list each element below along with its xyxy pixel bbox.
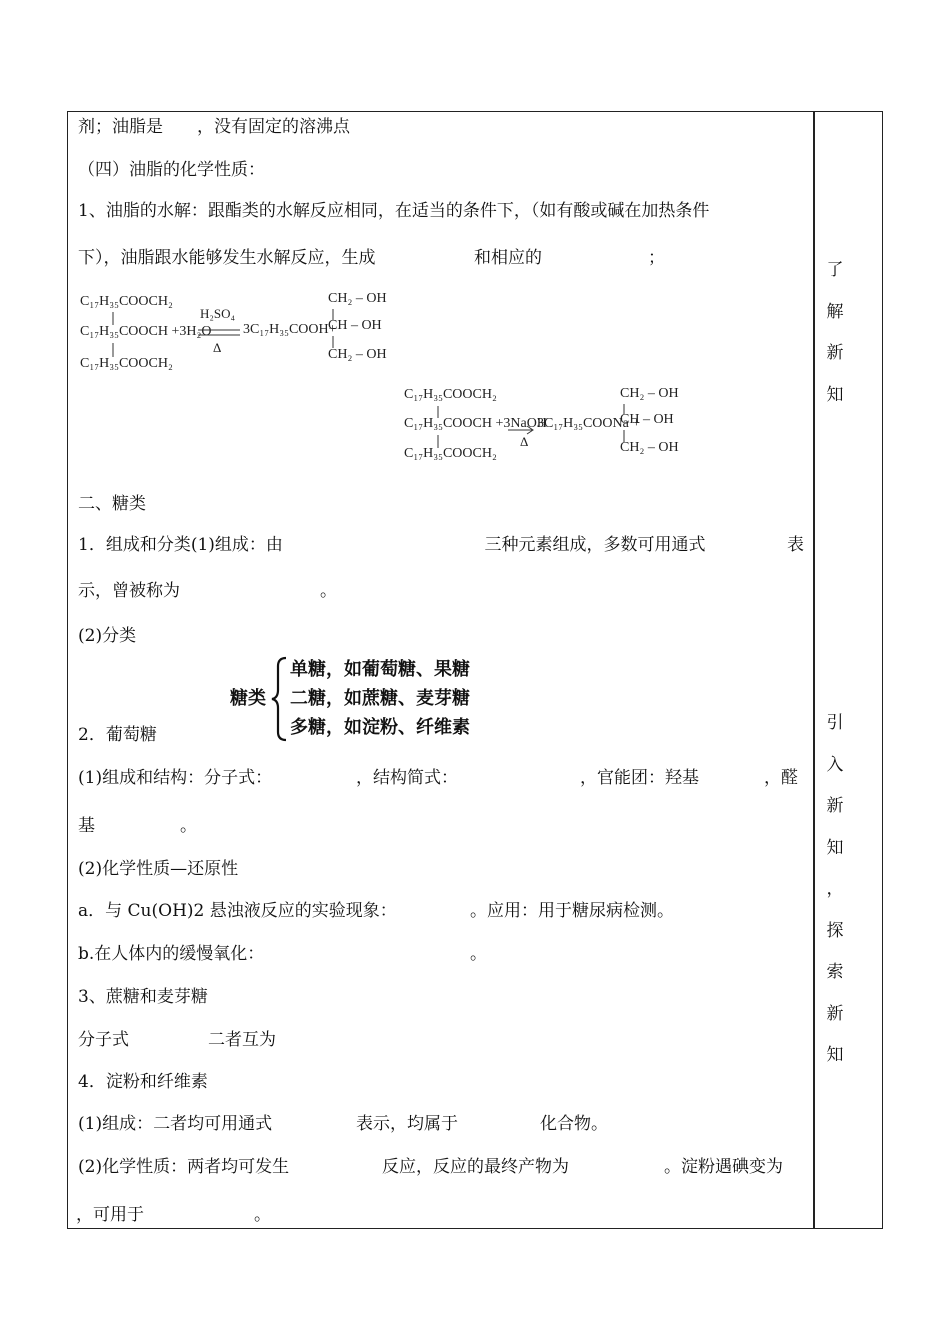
text-line: 二者互为 (208, 1030, 276, 1050)
formula-text: 3C₁₇H₃₅COOH+ (243, 322, 337, 337)
section-heading: 2．葡萄糖 (78, 725, 157, 745)
text-segment: 三种元素组成，多数可用通式 (484, 535, 706, 555)
text-line: b.在人体内的缓慢氧化： (78, 944, 265, 964)
formula-lines (0, 0, 950, 480)
formula-text: CH₂ – OH (328, 291, 387, 306)
formula-text: CH – OH (620, 412, 674, 427)
formula-condition: H₂SO₄ (200, 306, 236, 321)
side-char: 新 (826, 796, 844, 816)
section-heading: 二、糖类 (78, 494, 146, 514)
text-line: ，可用于 (76, 1205, 144, 1225)
text-line: (2)化学性质：两者均可发生 (78, 1157, 290, 1177)
text-line: (1)组成：二者均可用通式 (78, 1114, 273, 1134)
side-char: 引 (826, 713, 844, 733)
list-item: 单糖，如葡萄糖、果糖 (290, 659, 470, 680)
side-note-understand (826, 250, 844, 416)
text-line: 。 (180, 816, 197, 836)
formula-text: C₁₇H₃₅COOCH₂ (80, 356, 173, 371)
text-segment: 1．组成和分类(1)组成：由 (78, 535, 283, 555)
formula-text: C₁₇H₃₅COOCH₂ (404, 446, 497, 461)
list-item: 二糖，如蔗糖、麦芽糖 (290, 688, 470, 709)
formula-text: CH₂ – OH (620, 440, 679, 455)
side-char: ， (826, 879, 844, 899)
side-char: 索 (826, 962, 844, 982)
side-char: 新 (826, 343, 844, 363)
formula-text: C₁₇H₃₅COOCH₂ (80, 294, 173, 309)
side-char: 探 (826, 920, 844, 941)
text-line: 表示，均属于 (356, 1114, 458, 1134)
text-line: 基 (78, 816, 95, 836)
side-char: 了 (826, 260, 844, 280)
text-line: 示，曾被称为 (78, 581, 180, 601)
text-line: 反应，反应的最终产物为 (382, 1157, 569, 1177)
side-char: 解 (826, 301, 844, 322)
side-char: 知 (826, 1045, 844, 1065)
text-segment: 表 (787, 535, 804, 555)
formula-text: C₁₇H₃₅COOCH +3NaOH (404, 416, 547, 431)
section-heading: 3、蔗糖和麦芽糖 (78, 987, 208, 1007)
section-heading: 4．淀粉和纤维素 (78, 1072, 208, 1092)
side-char: 入 (826, 754, 844, 775)
text-line: (2)化学性质—还原性 (78, 859, 239, 879)
list-item: 多糖，如淀粉、纤维素 (290, 717, 470, 738)
text-line: a．与 Cu(OH)2 悬浊液反应的实验现象： (78, 901, 397, 921)
text-line: ，官能团：羟基 (580, 768, 699, 788)
text-line (78, 534, 804, 556)
text-line: (1)组成和结构：分子式： (78, 768, 273, 788)
text-line: 。 (320, 581, 337, 601)
formula-text: CH₂ – OH (620, 386, 679, 401)
formula-condition: Δ (213, 340, 222, 355)
formula-text: CH – OH (328, 318, 382, 333)
classification-list (290, 655, 470, 742)
text-line: 。应用：用于糖尿病检测。 (470, 901, 674, 921)
classification-label: 糖类 (230, 688, 266, 709)
text-line: 1、油脂的水解：跟酯类的水解反应相同，在适当的条件下，（如有酸或碱在加热条件 (78, 201, 710, 221)
text-line: 。淀粉遇碘变为 (664, 1157, 783, 1177)
side-char: 新 (826, 1003, 844, 1024)
text-line: (2)分类 (78, 626, 137, 646)
side-char: 知 (826, 837, 844, 858)
side-note-explore (826, 703, 844, 1077)
brace-icon (270, 656, 290, 742)
text-line: 剂；油脂是 ，没有固定的溶沸点 (78, 117, 350, 137)
formula-text: 3C₁₇H₃₅COONa + (537, 416, 641, 431)
text-line: 下），油脂跟水能够发生水解反应，生成 (78, 248, 376, 268)
text-line: ，结构简式： (356, 768, 458, 788)
text-line: ； (648, 248, 665, 268)
text-line: ，醛 (764, 768, 798, 788)
side-char: 知 (826, 384, 844, 405)
section-heading: （四）油脂的化学性质： (78, 160, 265, 180)
text-line: 。 (254, 1205, 271, 1225)
formula-condition: Δ (520, 434, 529, 449)
text-line: 化合物。 (540, 1114, 608, 1134)
formula-text: C₁₇H₃₅COOCH₂ (404, 387, 497, 402)
text-line: 。 (470, 944, 487, 964)
text-line: 和相应的 (474, 248, 542, 268)
formula-text: CH₂ – OH (328, 347, 387, 362)
formula-text: C₁₇H₃₅COOCH +3H₂O (80, 324, 212, 339)
text-line: 分子式 (78, 1030, 129, 1050)
